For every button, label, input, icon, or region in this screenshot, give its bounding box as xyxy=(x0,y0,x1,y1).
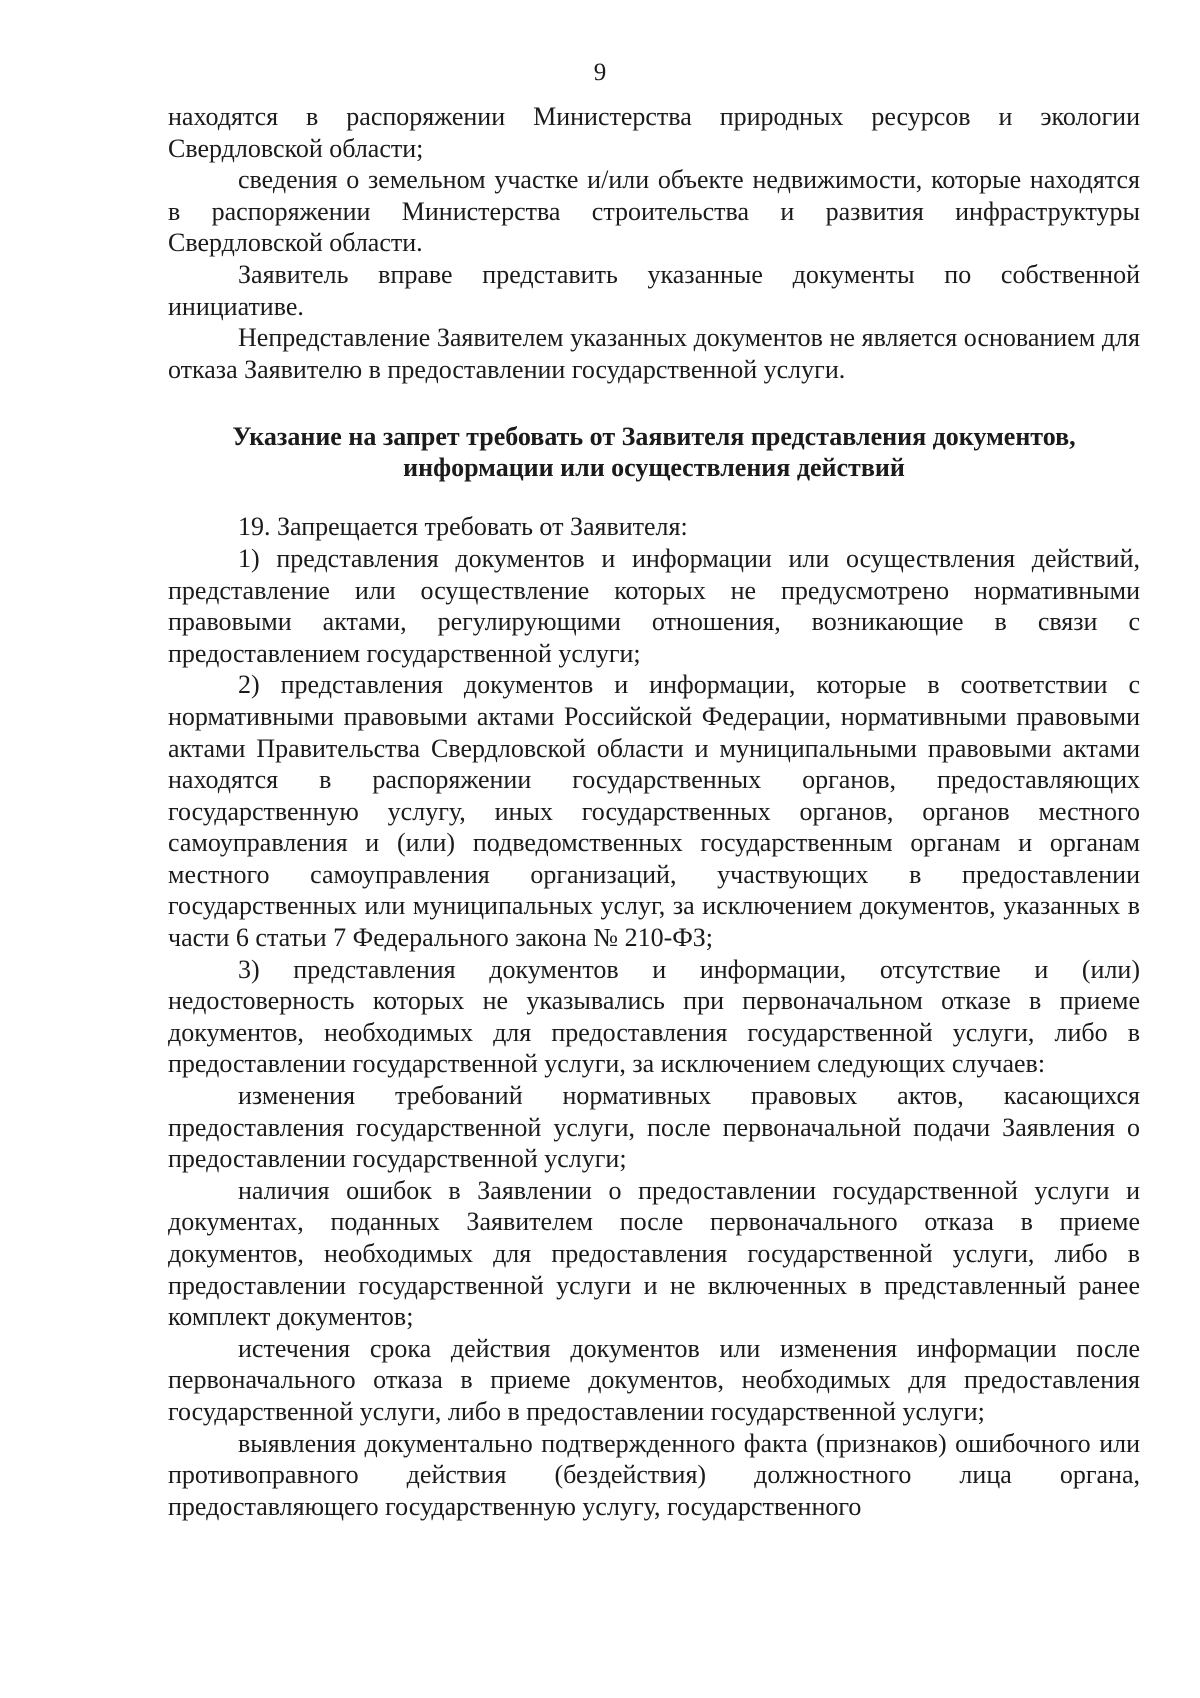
paragraph: Непредставление Заявителем указанных документов не является основанием для отказа Заявителю в предоставлении государственной услуги. xyxy=(168,323,1140,384)
section-heading-line: информации или осуществления действий xyxy=(403,453,905,483)
list-item: 2) представления документов и информации, которые в соответствии с нормативными правовыми актами Российской Федерации, нормативными правовыми актами Правительства Свердловской области и муниципальными правовыми актами находятся в распоряжении государственных органов, предоставляющих государственную услугу, иных государственных органов, органов местного самоуправления и (или) подведомственных государственным органам и органам местного самоуправления организаций, участвующих в предоставлении государственных или муниципальных услуг, за исключением документов, указанных в части 6 статьи 7 Федерального закона № 210-ФЗ; xyxy=(168,670,1140,953)
sub-item: выявления документально подтвержденного факта (признаков) ошибочного или противоправного действия (бездействия) должностного лица органа, предоставляющего государственную услугу, государственного xyxy=(168,1428,1140,1521)
clause-intro: 19. Запрещается требовать от Заявителя: xyxy=(238,512,688,542)
paragraph: сведения о земельном участке и/или объекте недвижимости, которые находятся в распоряжении Министерства строительства и развития инфраструктуры Свердловской области. xyxy=(168,165,1140,258)
page-number: 9 xyxy=(593,59,607,86)
list-item: 1) представления документов и информации или осуществления действий, представление или осуществление которых не предусмотрено нормативными правовыми актами, регулирующими отношения, возникающие в связи с предоставлением государственной услуги; xyxy=(168,543,1140,668)
sub-item: наличия ошибок в Заявлении о предоставлении государственной услуги и документах, поданных Заявителем после первоначального отказа в приеме документов, необходимых для предоставления государственной услуги, либо в предоставлении государственной услуги и не включенных в представленный ранее комплект документов; xyxy=(168,1175,1140,1332)
paragraph-continuation: находятся в распоряжении Министерства природных ресурсов и экологии Свердловской области; xyxy=(168,102,1140,163)
list-item: 3) представления документов и информации, отсутствие и (или) недостоверность которых не указывались при первоначальном отказе в приеме документов, необходимых для предоставления государственной услуги, либо в предоставлении государственной услуги, за исключением следующих случаев: xyxy=(168,954,1140,1079)
sub-item: истечения срока действия документов или изменения информации после первоначального отказа в приеме документов, необходимых для предоставления государственной услуги, либо в предоставлении государственной услуги; xyxy=(168,1333,1140,1426)
section-heading xyxy=(168,421,1140,483)
section-heading-line: Указание на запрет требовать от Заявителя представления документов, xyxy=(232,422,1076,452)
sub-item: изменения требований нормативных правовых актов, касающихся предоставления государственной услуги, после первоначальной подачи Заявления о предоставлении государственной услуги; xyxy=(168,1081,1140,1174)
document-body xyxy=(168,101,1140,1522)
paragraph: Заявитель вправе представить указанные документы по собственной инициативе. xyxy=(168,259,1140,321)
